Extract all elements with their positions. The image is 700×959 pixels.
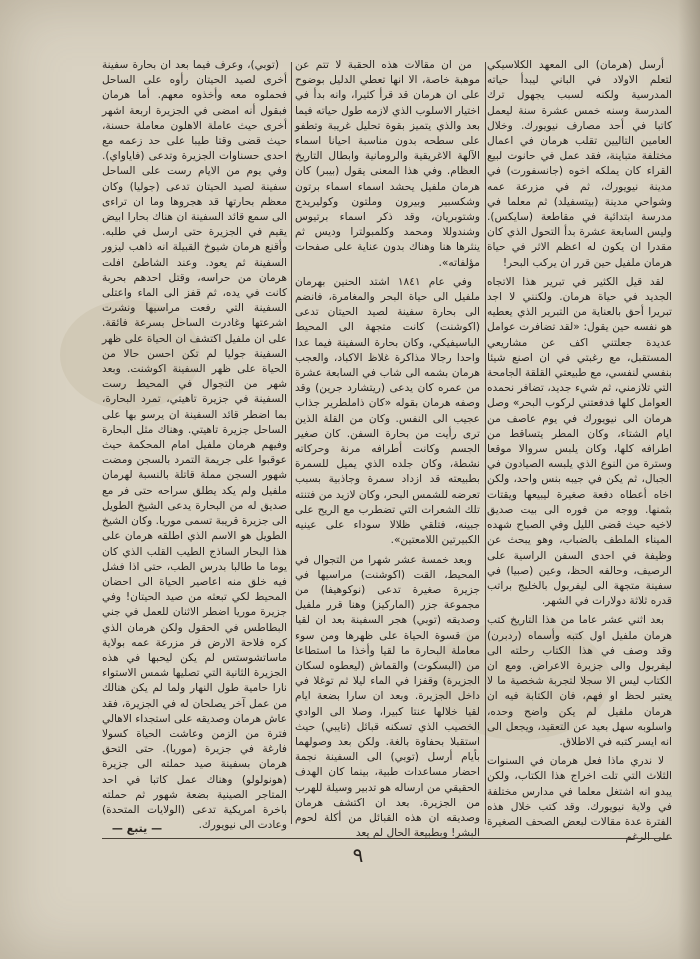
continued-label: — يتبع — [111,822,163,835]
paragraph: وبعد خمسة عشر شهرا من التجوال في المحيط، القت (اكوشنت) مراسيها في جزيرة صغيرة تدعى (نوكوهيفا) من مجموعة جزر (الماركيز) وهنا قرر ملفيل وصديقه (توبي) هجر السفينة بعد ان لقيا من قسوة الحياة على ظهرها ومن سوء معاملة البحارة ما لقيا وأخذا ما استطاعا من (البسكوت) والقماش (ليعطوه لسكان الجزيرة) وقفزا في الماء ليلا ثم توغلا في داخل الجزيرة. وبعد ان سارا بضعة ايام لقيا خلالها عنتا كبيرا، وصلا الى الوادي الخصيب الذي تسكنه قبائل (تايبي) حيث استقبلا بحفاوة بالغة. ولكن بعد وصولهما بأيام أرسل (توبي) الى السفينة نجمة احضار مساعدات طبية، بينما كان الهدف الحقيقي من ارساله هو تدبير وسيلة للهرب من الجزيرة. بعد ان اكتشف هرمان وصديقه ان هذه القبائل من أكلة لحوم البشر! وبطبيعة الحال لم يعد [295,553,480,840]
column-divider [485,62,486,824]
paragraph: (توبي)، وعرف فيما بعد ان بحارة سفينة أخرى لصيد الحيتان رأوه على الساحل فحملوه معه وأخذوه معهم. أما هرمان فبقول أنه امضى في الجزيرة اربعة اشهر أخرى حيث عاملة الاهلون معاملة حسنة، حيث قضى وقتا طيبا على حد زعمه مع احدى حسناوات الجزيرة وتدعى (فاياواي). وفي يوم من الايام رست على الساحل سفينة لصيد الحيتان تدعى (جوليا) وكان معظم بحارتها قد هجروها وما ان تراءى الى سمع قائد السفينة ان هناك بحارا ابيض يقيم في الجزيرة حتى ارسل في طلبه. وأقنع هرمان شيوخ القبيلة انه ذاهب ليزور السفينة ثم يعود. وعند الشاطئ افلت هرمان من حراسه، وقتل احدهم بحربة كانت في يده، ثم قفز الى الماء واعتلى السفينة التي رفعت مراسيها ونشرت اشرعتها وغادرت الساحل بسرعة فائقة. على ان ملفيل اكتشف ان الحياة على ظهر السفينة جوليا لم تكن احسن حالا من الحياة على ظهر السفينة اكوشنت. وبعد شهر من التجوال في المحيط رست السفينة في جزيرة تاهيتي، تمرد البحارة، بما اضطر قائد السفينة ان يرسو بها على الساحل جزيرة تاهيتي. وهناك مثل البحارة وفيهم هرمان ملفيل امام المحكمة حيث عوقبوا على جريمة التمرد بالسجن ومضت شهور السجن مملة قاتلة بالنسبة لهرمان ملفيل ولم يكد يطلق سراحه حتى فر مع صديق له من البحارة يدعى الشيخ الطويل الى جزيرة قريبة تسمى موريا. وكان الشيخ الطويل هو الاسم الذي اطلقه هرمان على هذا البحار الساذج الطيب القلب الذي كان يوما ما طالبا بدرس الطب، حتى اذا فشل فيه خلق منه اعاصير الحياة الى احضان المحيط لكي تبعثه من صيد الحيتان! وفي جزيرة موريا اضطر الاثنان للعمل في جني البطاطس في الحقول ولكن هرمان الذي كره فلاحة الارض فر مزرعة عمه بولاية ماساتشوستس لم يكن ليحبها في هذه الجزيرة الثانية التي تصليها شمس الاستواء نارا حامية طول النهار ولما لم يكن هنالك من عمل آخر يصلحان له في الجزيرة، فقد عاش هرمان وصديقه على استجداء الاهالي فترة من الزمن وعاشت الحياة كسولا فارغة في جزيرة (موريا). حتى التحق هرمان بسفينة صيد حملته الى جزيرة (هونولولو) وهناك عمل كاتبا في احد المتاجر الصينية بضعة شهور ثم حملته باخرة امريكية تدعى (الولايات المتحدة) وعادت الى نيويورك. [102,59,287,832]
paragraph: من ان مقالات هذه الحقبة لا تتم عن موهبة خاصة، الا انها تعطي الدليل بوضوح على ان هرمان قد قرأ كثيرا، وانه بدأ في اختيار الاسلوب الذي لازمه طول حياته فيما بعد والذي يتميز بقوة تحليل غريبة وتطفو على سطحه بدون مناسبة احيانا اسماء الآلهة الاغريقية والرومانية وابطال التاريخ العظام. وفي هذا المعنى يقول (بيبر) كان هرمان ملفيل يحشد اسماء اسماء برتون وشكسبير وبيرون وملتون وكوليريدج وشتوبريان، وقد ذكر اسماء برتيوس وشندوللا ومحمد وكلمبولترا وديس ثم ينثرها هنا وهناك بدون عناية على صفحات مؤلفاته». [295,59,480,269]
paragraph: لقد قيل الكثير في تبرير هذا الاتجاه الجديد في حياة هرمان. ولكنني لا اجد تبريرا أحق بالعناية من التبرير الذي يعطيه هو نفسه حين يقول: «لقد تضافرت عوامل عديدة جعلتني اكف عن مشاريعي المستقبل، مع رغبتي في ان اصنع شيئا بنفسي لنفسي، مع طبيعتي القلقة الجامحة التي تلازمني، ثم شيء جديد، تضافر نحمده العوامل كلها فدفعتني لركوب البحر» وصل هرمان الى نيويورك في يوم عاصف من ايام الشتاء، وكان المطر يتساقط من اطرافه كلها، وكان يلبس سروالا موقعا وسترة من النوع الذي يلبسه الصيادون في الجبال، ثم يكن في جيبه بنس واحد، ولكن اخاه أعطاه دفعة صغيرة ليبيعها ويقتات بثمنها. ووجه من فوره الى بيت صديق لاخيه حيث قضى الليل وفي الصباح شهده الميناء الملطف بالضباب، وهو يبحث عن وظيفة في احدى السفن الراسية على الرصيف، وحالفه الحظ، وعين (صبيا) في سفينة متجهة الى ليفربول بالخليج براتب قدره ثلاثة دولارات في الشهر. [487,275,672,608]
column-divider [291,62,292,824]
paragraph: لا ندري ماذا فعل هرمان في السنوات الثلاث التي تلت اخراج هذا الكتاب، ولكن يبدو انه اشتغل معلما في مدارس مختلفة في ولاية نيويورك. وقد كتب خلال هذه الفترة عدة مقالات لبعض الصحف الصغيرة على الرغم [487,755,672,844]
paragraph: بعد اثني عشر عاما من هذا التاريخ كتب هرمان ملفيل اول كتبه وأسماه (ردبرن) وقد وصف في هذا الكتاب رحلته الى ليفربول والى جزيرة الاعراض. ومع ان الكتاب ليس الا سجلا لتجربة شخصية ما لا يعتبر لحظ او فهم، فان الكتابة فيه ان هرمان ملفيل لم يكن واضح وحده، واسلوبه سهل بعيد عن التعقيد، ويجعل الى انه ايسر كتبه في الاطلاق. [487,614,672,748]
text-column-left [102,58,287,832]
text-column-middle [295,58,480,840]
text-column-right [487,58,672,844]
paragraph: وفي عام ١٨٤١ اشتد الحنين بهرمان ملفيل الى حياة البحر والمغامرة، فانضم الى بحارة سفينة لصيد الحيتان تدعى (اكوشنت) كانت متجهة الى المحيط الباسيفيكي، وكان بحارة السفينة فيما عدا واحدا رجالا مذاكرة غلاظ الاكباد، والعجب هرمان بشمه الى شاب في السابعة عشرة من عمره كان يدعى (ريتشارد جرين) وقد وصفه هرمان بقوله «كان ذاملطرير جذاب عجيب الى النفس. وكان من القلة الذين ترى رأيت من بحارة السفن. كان صغير الجسم وكانت أطرافه مرنة وحركاته نشطة، وكان جلده الذي يميل للسمرة بطبيعته قد ازداد سمرة وجاذبية بسبب تعرضه للشمس البحر، وكان لازيد من فتنته تلك الشعرات التي تضطرب مع الريح على جبينه، فتلقي ظلالا سوداء على عينيه الكبيرتين اللامعتين». [295,275,480,547]
page-number: ٩ [352,843,364,867]
footer-rule [102,838,672,839]
page-edge-shadow [678,0,700,959]
paragraph: أرسل (هرمان) الى المعهد الكلاسيكي لتعلم الاولاد في الباني ليبدأ حياته المدرسية ولكنه لسبب يجهول ترك المدرسة وسنه خمس عشرة سنة ليعمل كاتبا في أحد مصارف نيويورك. وخلال العامين التاليين تقلب هرمان في اعمال مختلفة متباينة، فقد عمل في حانوت لبيع القراء كان يملكه اخوه (جانسفورت) في مدينة نيويورك، ثم في مزرعة عمه وشواحي مدينة (بيتسفيلد) ثم معلما في مدرسة ابتدائية في مقاطعة (سايكس). وليس السابعة عشرة بدأ التحول الذي كان مقدرا ان يكون له اعظم الاثر في حياة هرمان ملفيل حين قرر ان يركب البحر! [487,59,672,269]
